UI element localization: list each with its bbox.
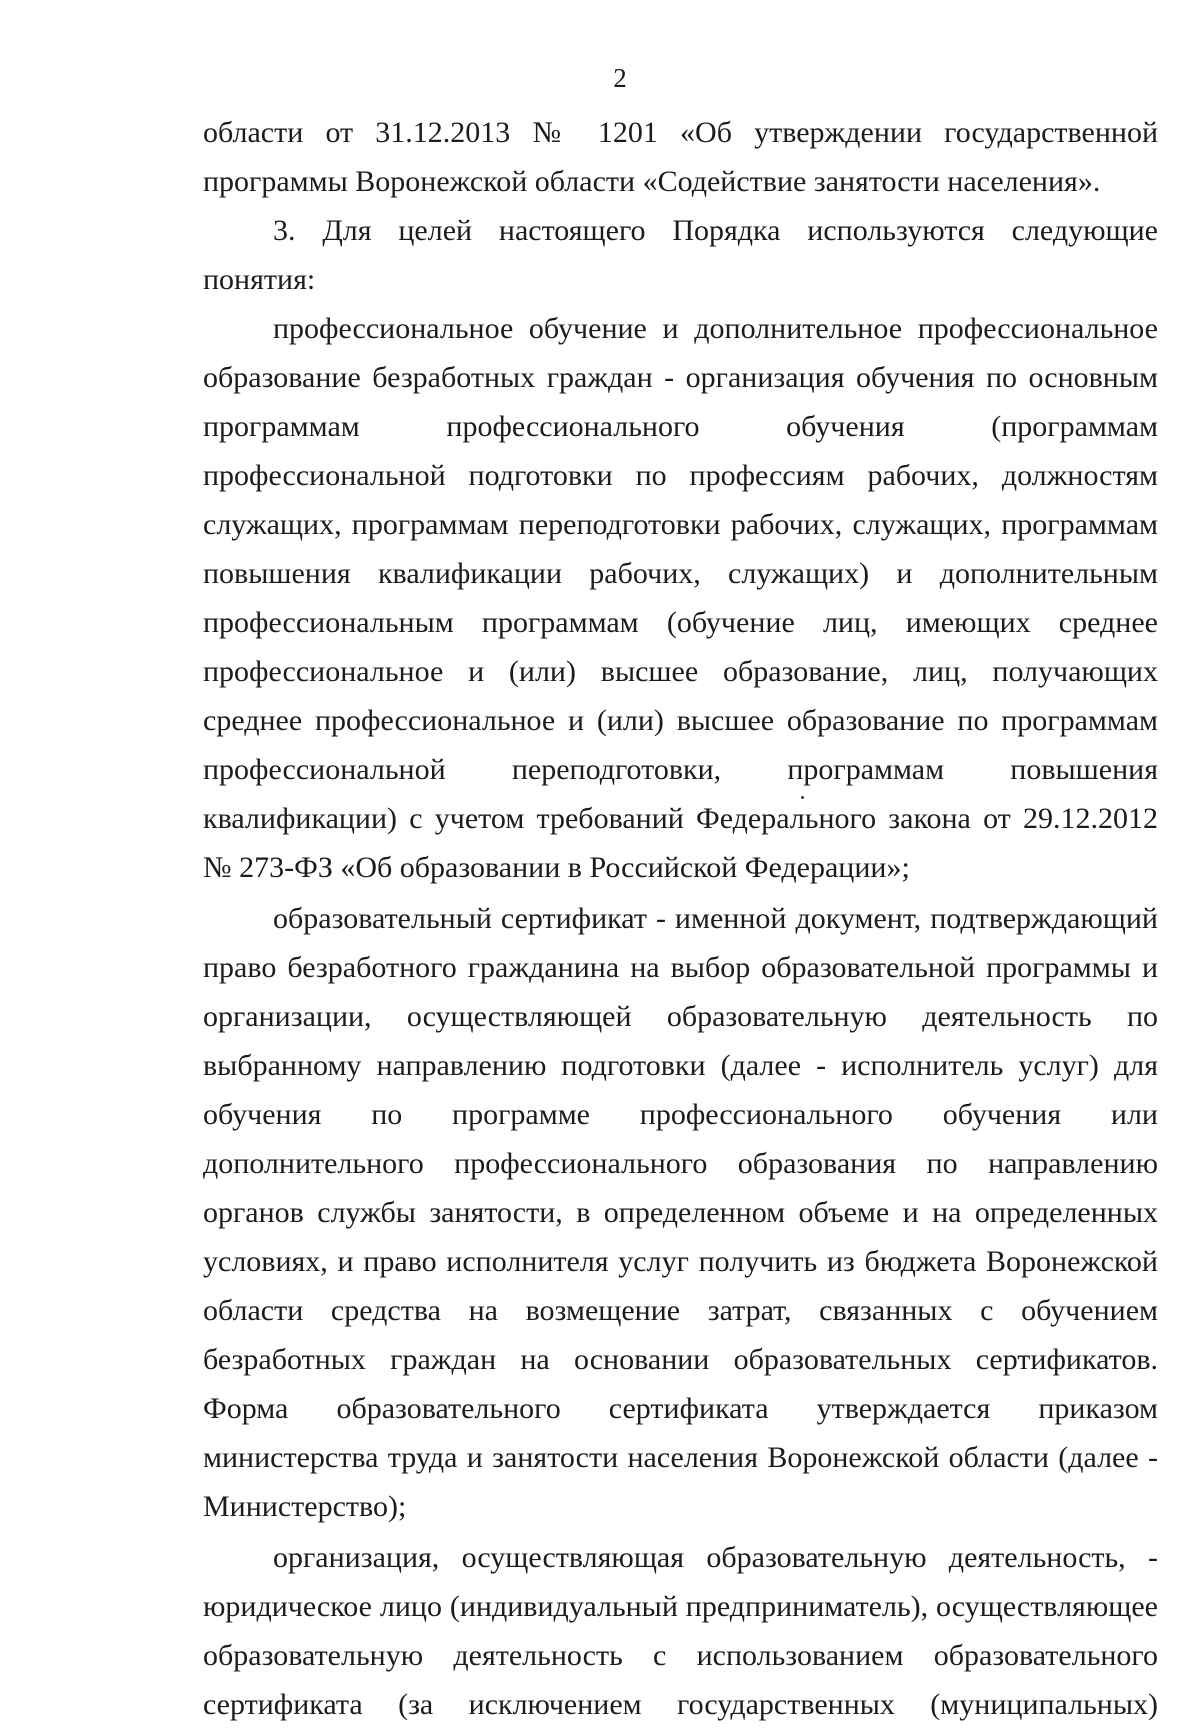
paragraph-definition-certificate: образовательный сертификат - именной документ, подтверждающий право безработного гражданина на выбор образовательной программы и организации, осуществляющей образовательную деятельность по выбранному направлению подготовки (далее - исполнитель услуг) для обучения по программе профессионального обучения или дополнительного профессионального образования по направлению органов службы занятости, в определенном объеме и на определенных условиях, и право исполнителя услуг получить из бюджета Воронежской области средства на возмещение затрат, связанных с обучением безработных граждан на основании образовательных сертификатов. Форма образовательного сертификата утверждается приказом министерства труда и занятости населения Воронежской области (далее - Министерство); — [203, 902, 1158, 1523]
scan-speck — [801, 796, 804, 799]
paragraph-definition-training: профессиональное обучение и дополнительное профессиональное образование безработных граждан - организация обучения по основным программам профессионального обучения (программам профессиональной подготовки по профессиям рабочих, должностям служащих, программам переподготовки рабочих, служащих, программам повышения квалификации рабочих, служащих) и дополнительным профессиональным программам (обучение лиц, имеющих среднее профессиональное и (или) высшее образование, лиц, получающих среднее профессиональное и (или) высшее образование по программам профессиональной переподготовки, программам повышения квалификации) с учетом требований Федерального закона от 29.12.2012 № 273-ФЗ «Об образовании в Российской Федерации»; — [203, 312, 1158, 884]
document-body — [203, 108, 1158, 1729]
paragraph-definition-organization: организация, осуществляющая образовательную деятельность, - юридическое лицо (индивидуальный предприниматель), осуществляющее образовательную деятельность с использованием образовательного сертификата (за исключением государственных (муниципальных) — [203, 1541, 1158, 1721]
paragraph-item-3: 3. Для целей настоящего Порядка используются следующие понятия: — [203, 214, 1158, 296]
page-number: 2 — [613, 63, 627, 93]
paragraph-continuation: области от 31.12.2013 № 1201 «Об утверждении государственной программы Воронежской области «Содействие занятости населения». — [203, 116, 1158, 198]
